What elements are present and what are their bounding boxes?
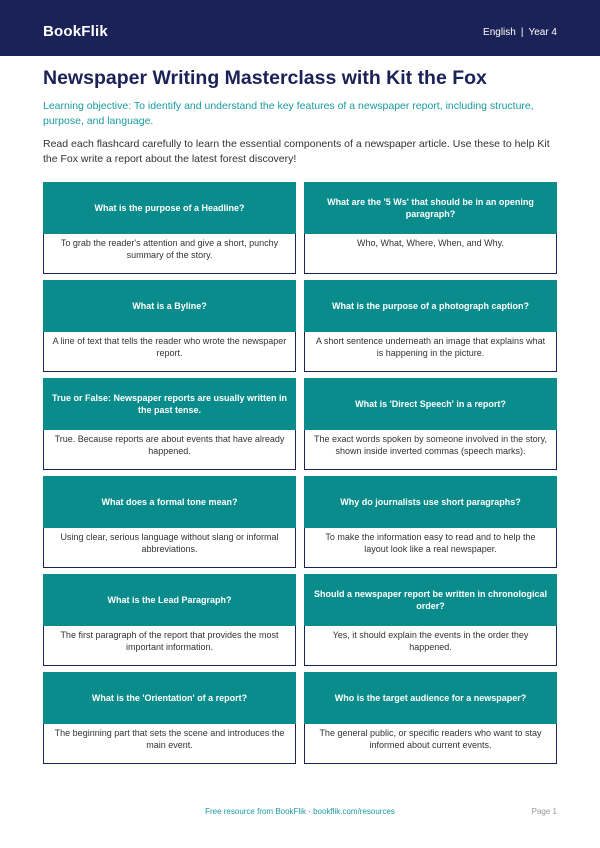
flashcard-answer: The general public, or specific readers who want to stay informed about current events. (304, 724, 557, 764)
flashcard-answer: Who, What, Where, When, and Why. (304, 234, 557, 274)
flashcard-answer: A short sentence underneath an image that explains what is happening in the picture. (304, 332, 557, 372)
flashcard-question: What is a Byline? (43, 280, 296, 332)
flashcard (304, 476, 557, 568)
flashcard (43, 182, 296, 274)
flashcard-answer: To make the information easy to read and to help the layout look like a real newspaper. (304, 528, 557, 568)
flashcard-answer: True. Because reports are about events that have already happened. (43, 430, 296, 470)
flashcard (43, 672, 296, 764)
page-title: Newspaper Writing Masterclass with Kit the Fox (43, 67, 487, 89)
flashcard (43, 280, 296, 372)
brand-logo[interactable]: BookFlik (43, 23, 108, 40)
flashcard-question: What is the purpose of a photograph caption? (304, 280, 557, 332)
page-number: Page 1 (531, 807, 557, 816)
year-label: Year 4 (528, 27, 557, 38)
flashcard-answer: The exact words spoken by someone involved in the story, shown inside inverted commas (speech marks). (304, 430, 557, 470)
flashcard-question: Why do journalists use short paragraphs? (304, 476, 557, 528)
flashcard-grid (43, 182, 557, 764)
flashcard-question: Should a newspaper report be written in chronological order? (304, 574, 557, 626)
flashcard-question: What are the '5 Ws' that should be in an opening paragraph? (304, 182, 557, 234)
flashcard-answer: The first paragraph of the report that provides the most important information. (43, 626, 296, 666)
footer-credit[interactable]: Free resource from BookFlik · bookflik.com/resources (205, 807, 395, 816)
flashcard-question: Who is the target audience for a newspaper? (304, 672, 557, 724)
flashcard (304, 378, 557, 470)
flashcard-answer: To grab the reader's attention and give a short, punchy summary of the story. (43, 234, 296, 274)
flashcard-answer: The beginning part that sets the scene and introduces the main event. (43, 724, 296, 764)
learning-objective: Learning objective: To identify and understand the key features of a newspaper report, including structure, purpose, and language. (43, 100, 534, 127)
flashcard-question: What is 'Direct Speech' in a report? (304, 378, 557, 430)
header-meta (483, 27, 557, 39)
header-separator: | (520, 27, 524, 38)
flashcard (43, 476, 296, 568)
flashcard-question: What does a formal tone mean? (43, 476, 296, 528)
flashcard-question: What is the purpose of a Headline? (43, 182, 296, 234)
flashcard-question: What is the 'Orientation' of a report? (43, 672, 296, 724)
language-label: English (483, 27, 516, 38)
top-bar (0, 0, 600, 56)
flashcard-answer: Using clear, serious language without slang or informal abbreviations. (43, 528, 296, 568)
flashcard-answer: A line of text that tells the reader who wrote the newspaper report. (43, 332, 296, 372)
flashcard (304, 182, 557, 274)
flashcard (304, 280, 557, 372)
intro-text: Read each flashcard carefully to learn the essential components of a newspaper article. Use these to help Kit the Fox write a report about the latest forest discovery! (43, 138, 550, 165)
flashcard-question: True or False: Newspaper reports are usually written in the past tense. (43, 378, 296, 430)
flashcard-answer: Yes, it should explain the events in the order they happened. (304, 626, 557, 666)
flashcard-question: What is the Lead Paragraph? (43, 574, 296, 626)
flashcard (304, 574, 557, 666)
flashcard (43, 574, 296, 666)
flashcard (304, 672, 557, 764)
flashcard (43, 378, 296, 470)
